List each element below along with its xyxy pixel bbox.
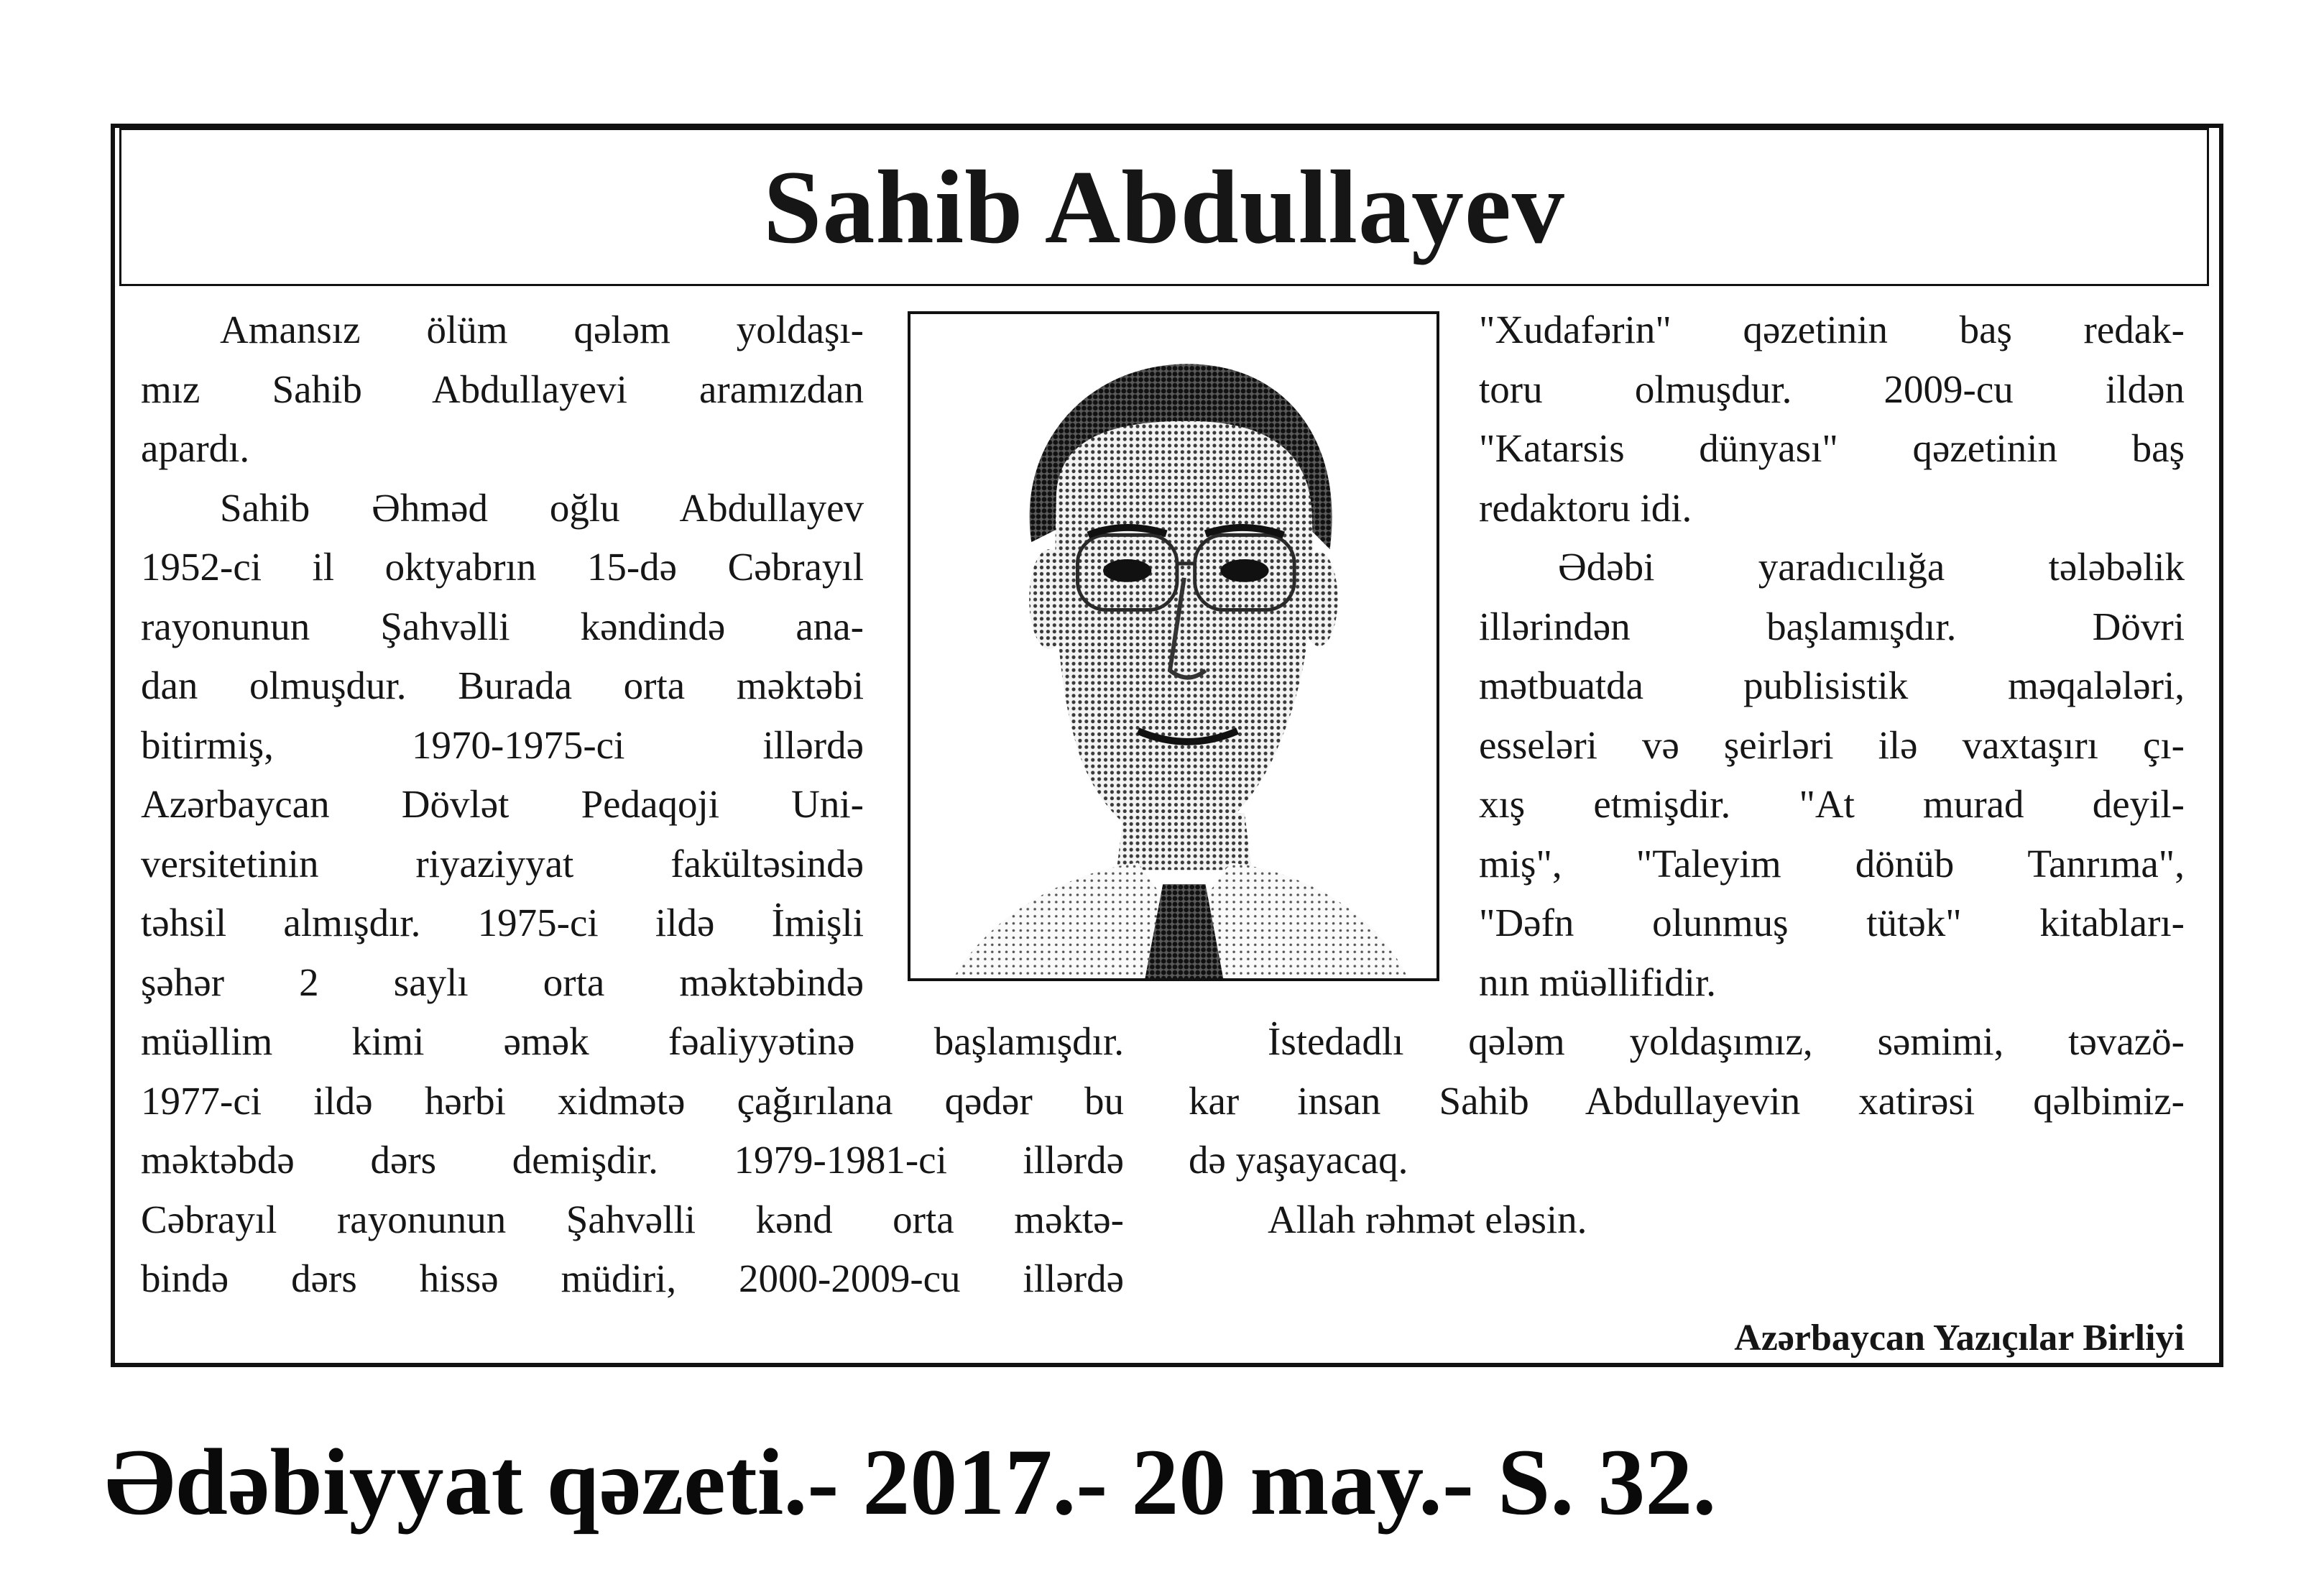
text-line: 1977-ci ildə hərbi xidmətə çağırılana qədər bu [141, 1078, 1124, 1123]
text-line: Azərbaycan Dövlət Pedaqoji Uni- [141, 782, 864, 826]
text-line: mətbuatda publisistik məqalələri, [1479, 663, 2185, 707]
text-line: "Dəfn olunmuş tütək" kitabları- [1479, 901, 2185, 944]
text-line: şəhər 2 saylı orta məktəbində [141, 960, 864, 1004]
text-line: toru olmuşdur. 2009-cu ildən [1479, 367, 2185, 411]
text-line: dan olmuşdur. Burada orta məktəbi [141, 663, 864, 707]
text-line: versitetinin riyaziyyat fakültəsində [141, 841, 864, 886]
column-left-top [141, 300, 864, 1012]
portrait-image [910, 314, 1437, 978]
column-right-top [1479, 300, 2185, 1012]
column-right-bottom [1189, 1012, 2185, 1368]
signature: Azərbaycan Yazıçılar Birliyi [1734, 1317, 2185, 1359]
text-line: nın müəllifidir. [1479, 960, 1716, 1004]
text-line: bitirmiş, 1970-1975-ci illərdə [141, 722, 864, 767]
text-line: apardı. [141, 426, 250, 470]
text-line: rayonunun Şahvəlli kəndində ana- [141, 604, 864, 648]
text-line: Ədəbi yaradıcılığa tələbəlik [1558, 545, 2185, 589]
text-line: "Katarsis dünyası" qəzetinin baş [1479, 426, 2185, 470]
text-line: Amansız ölüm qələm yoldaşı- [220, 308, 864, 351]
text-line: Sahib Əhməd oğlu Abdullayev [220, 485, 864, 530]
text-line: kar insan Sahib Abdullayevin xatirəsi qəlbimiz- [1189, 1078, 2185, 1123]
text-line: Allah rəhmət eləsin. [1268, 1197, 1587, 1241]
column-left-bottom [141, 1012, 1124, 1309]
text-line: məktəbdə dərs demişdir. 1979-1981-ci illərdə [141, 1138, 1124, 1182]
portrait-photo [908, 311, 1439, 981]
text-line: illərindən başlamışdır. Dövri [1479, 604, 2185, 648]
text-line: mız Sahib Abdullayevi aramızdan [141, 367, 864, 411]
text-line: təhsil almışdır. 1975-ci ildə İmişli [141, 901, 864, 944]
text-line: müəllim kimi əmək fəaliyyətinə başlamışdır. [141, 1019, 1124, 1063]
text-line: İstedadlı qələm yoldaşımız, səmimi, təvazö- [1268, 1019, 2185, 1063]
text-line: "Xudafərin" qəzetinin baş redak- [1479, 308, 2185, 351]
article-title: Sahib Abdullayev [119, 128, 2209, 286]
text-line: redaktoru idi. [1479, 485, 1692, 530]
text-line: esseləri və şeirləri ilə vaxtaşırı çı- [1479, 722, 2185, 767]
source-citation: Ədəbiyyat qəzeti.- 2017.- 20 may.- S. 32. [105, 1429, 1717, 1535]
text-line: miş", "Taleyim dönüb Tanrıma", [1479, 841, 2185, 886]
text-line: də yaşayacaq. [1189, 1138, 1408, 1182]
text-line: xış etmişdir. "At murad deyil- [1479, 782, 2185, 826]
text-line: Cəbrayıl rayonunun Şahvəlli kənd orta məktə- [141, 1197, 1124, 1241]
text-line: 1952-ci il oktyabrın 15-də Cəbrayıl [141, 545, 864, 589]
text-line: bində dərs hissə müdiri, 2000-2009-cu illərdə [141, 1256, 1124, 1300]
spacer-line [1189, 1249, 2185, 1309]
